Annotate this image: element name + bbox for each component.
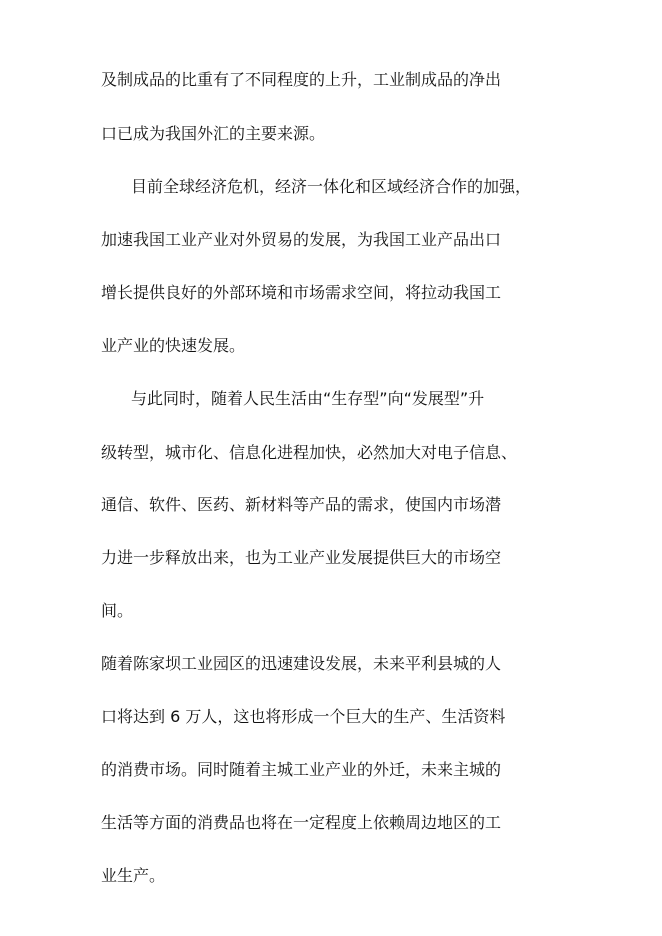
- text-line: 口将达到 6 万人，这也将形成一个巨大的生产、生活资料: [101, 707, 506, 726]
- text-line: 的消费市场。同时随着主城工业产业的外迁，未来主城的: [101, 760, 502, 779]
- text-line: 与此同时，随着人民生活由“生存型”向“发展型”升: [131, 389, 485, 408]
- text-line: 生活等方面的消费品也将在一定程度上依赖周边地区的工: [101, 813, 502, 832]
- text-line: 目前全球经济危机，经济一体化和区域经济合作的加强，: [131, 177, 532, 196]
- text-line: 力进一步释放出来，也为工业产业发展提供巨大的市场空: [101, 548, 502, 567]
- text-line: 口已成为我国外汇的主要来源。: [101, 124, 326, 143]
- text-line: 级转型，城市化、信息化进程加快，必然加大对电子信息、: [101, 443, 518, 462]
- text-line: 及制成品的比重有了不同程度的上升，工业制成品的净出: [101, 70, 502, 89]
- text-line: 增长提供良好的外部环境和市场需求空间，将拉动我国工: [101, 283, 502, 302]
- text-line: 随着陈家坝工业园区的迅速建设发展，未来平利县城的人: [101, 654, 502, 673]
- text-line: 业产业的快速发展。: [101, 336, 246, 355]
- text-line: 加速我国工业产业对外贸易的发展，为我国工业产品出口: [101, 230, 502, 249]
- text-line: 间。: [101, 601, 134, 620]
- text-line: 通信、软件、医药、新材料等产品的需求，使国内市场潜: [101, 495, 502, 514]
- text-line: 业生产。: [101, 866, 166, 885]
